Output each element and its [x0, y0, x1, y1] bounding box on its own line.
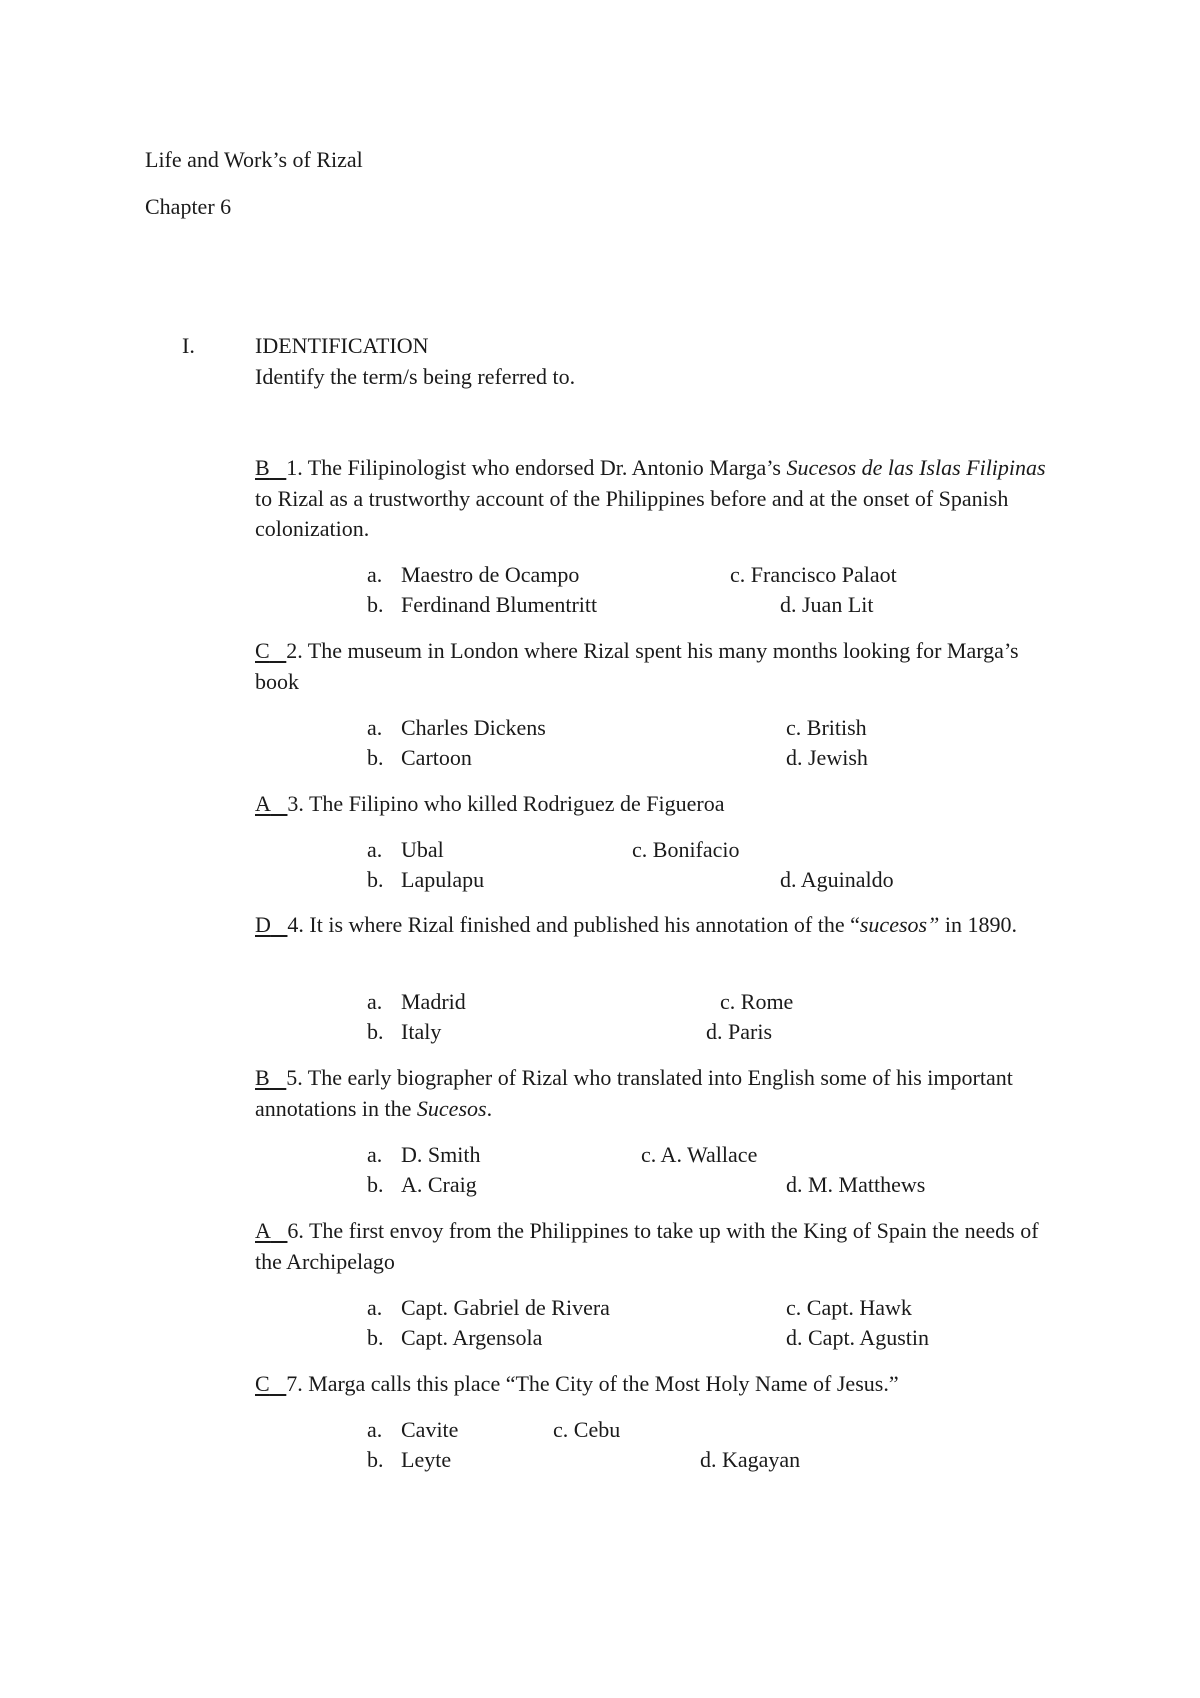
- question-1: [255, 453, 1055, 545]
- question-text: to Rizal as a trustworthy account of the Philippines before and at the onset of Spanish colonization.: [255, 485, 1009, 541]
- document-title: Life and Work’s of Rizal: [145, 147, 363, 172]
- question-text: .: [486, 1095, 493, 1121]
- choice-c: c. British: [786, 715, 867, 740]
- choice-marker-a: a.: [367, 715, 383, 740]
- chapter-label: Chapter 6: [145, 194, 232, 219]
- choice-b: Lapulapu: [401, 867, 485, 892]
- choice-marker-b: b.: [367, 867, 384, 892]
- choice-b: A. Craig: [401, 1172, 477, 1197]
- choice-marker-a: a.: [367, 989, 383, 1014]
- question-text: Marga calls this place “The City of the Most Holy Name of Jesus.”: [302, 1371, 899, 1396]
- choice-marker-a: a.: [367, 1142, 383, 1167]
- question-number: 3.: [287, 791, 304, 816]
- choice-d: d. Paris: [706, 1019, 772, 1044]
- choice-marker-a: a.: [367, 837, 383, 862]
- question-7: [255, 1369, 1055, 1400]
- choice-c: c. Cebu: [553, 1417, 621, 1442]
- choice-a: D. Smith: [401, 1142, 481, 1167]
- question-text: The early biographer of Rizal who translated into English some of his important annotations in the: [255, 1065, 1013, 1121]
- answer-blank: D: [255, 912, 271, 937]
- choice-b: Capt. Argensola: [401, 1325, 543, 1350]
- choice-a: Cavite: [401, 1417, 459, 1442]
- choice-d: d. M. Matthews: [786, 1172, 926, 1197]
- choice-d: d. Kagayan: [700, 1447, 801, 1472]
- choice-marker-b: b.: [367, 1447, 384, 1472]
- choice-d: d. Juan Lit: [780, 592, 874, 617]
- choice-a: Maestro de Ocampo: [401, 562, 580, 587]
- question-number: 2.: [286, 638, 303, 663]
- choice-marker-a: a.: [367, 562, 383, 587]
- choice-c: c. A. Wallace: [641, 1142, 758, 1167]
- choice-marker-a: a.: [367, 1295, 383, 1320]
- answer-blank: B: [255, 455, 270, 480]
- choice-c: c. Francisco Palaot: [730, 562, 897, 587]
- question-text: It is where Rizal finished and published his annotation of the “: [303, 912, 860, 937]
- answer-blank: A: [255, 791, 271, 816]
- choice-marker-b: b.: [367, 745, 384, 770]
- choice-c: c. Capt. Hawk: [786, 1295, 912, 1320]
- section-heading: IDENTIFICATION: [255, 333, 429, 358]
- question-text-italic: sucesos”: [859, 912, 940, 937]
- answer-blank: B: [255, 1065, 270, 1090]
- choice-marker-a: a.: [367, 1417, 383, 1442]
- choice-marker-b: b.: [367, 1325, 384, 1350]
- choice-a: Ubal: [401, 837, 444, 862]
- choice-c: c. Bonifacio: [632, 837, 740, 862]
- choice-a: Madrid: [401, 989, 466, 1014]
- choice-c: c. Rome: [720, 989, 794, 1014]
- choice-a: Capt. Gabriel de Rivera: [401, 1295, 610, 1320]
- choice-b: Leyte: [401, 1447, 452, 1472]
- question-number: 6.: [287, 1218, 304, 1243]
- choice-b: Italy: [401, 1019, 442, 1044]
- choice-marker-b: b.: [367, 592, 384, 617]
- question-number: 1.: [286, 455, 303, 480]
- question-text: The museum in London where Rizal spent his many months looking for Marga’s book: [255, 638, 1019, 694]
- question-text-italic: Sucesos: [416, 1095, 487, 1121]
- question-6: [255, 1216, 1055, 1277]
- question-5: [255, 1063, 1055, 1124]
- question-number: 7.: [286, 1371, 303, 1396]
- section-numeral: I.: [182, 333, 195, 358]
- choice-b: Ferdinand Blumentritt: [401, 592, 598, 617]
- answer-blank: C: [255, 1371, 270, 1396]
- choice-marker-b: b.: [367, 1019, 384, 1044]
- choice-b: Cartoon: [401, 745, 472, 770]
- choice-d: d. Aguinaldo: [780, 867, 894, 892]
- question-text: The Filipinologist who endorsed Dr. Antonio Marga’s: [302, 455, 787, 480]
- answer-blank: A: [255, 1218, 271, 1243]
- question-3: [255, 789, 1055, 820]
- question-text: in 1890.: [939, 912, 1017, 937]
- question-text: The Filipino who killed Rodriguez de Figueroa: [303, 791, 725, 816]
- question-number: 4.: [287, 912, 304, 937]
- choice-a: Charles Dickens: [401, 715, 546, 740]
- question-text: The first envoy from the Philippines to take up with the King of Spain the needs of the Archipelago: [255, 1218, 1039, 1274]
- section-instruction: Identify the term/s being referred to.: [255, 364, 576, 389]
- question-2: [255, 636, 1055, 697]
- choice-d: d. Jewish: [786, 745, 868, 770]
- choice-marker-b: b.: [367, 1172, 384, 1197]
- question-text-italic: Sucesos de las Islas Filipinas: [786, 455, 1046, 480]
- question-number: 5.: [286, 1065, 303, 1090]
- question-4: [255, 910, 1055, 941]
- choice-d: d. Capt. Agustin: [786, 1325, 930, 1350]
- answer-blank: C: [255, 638, 270, 663]
